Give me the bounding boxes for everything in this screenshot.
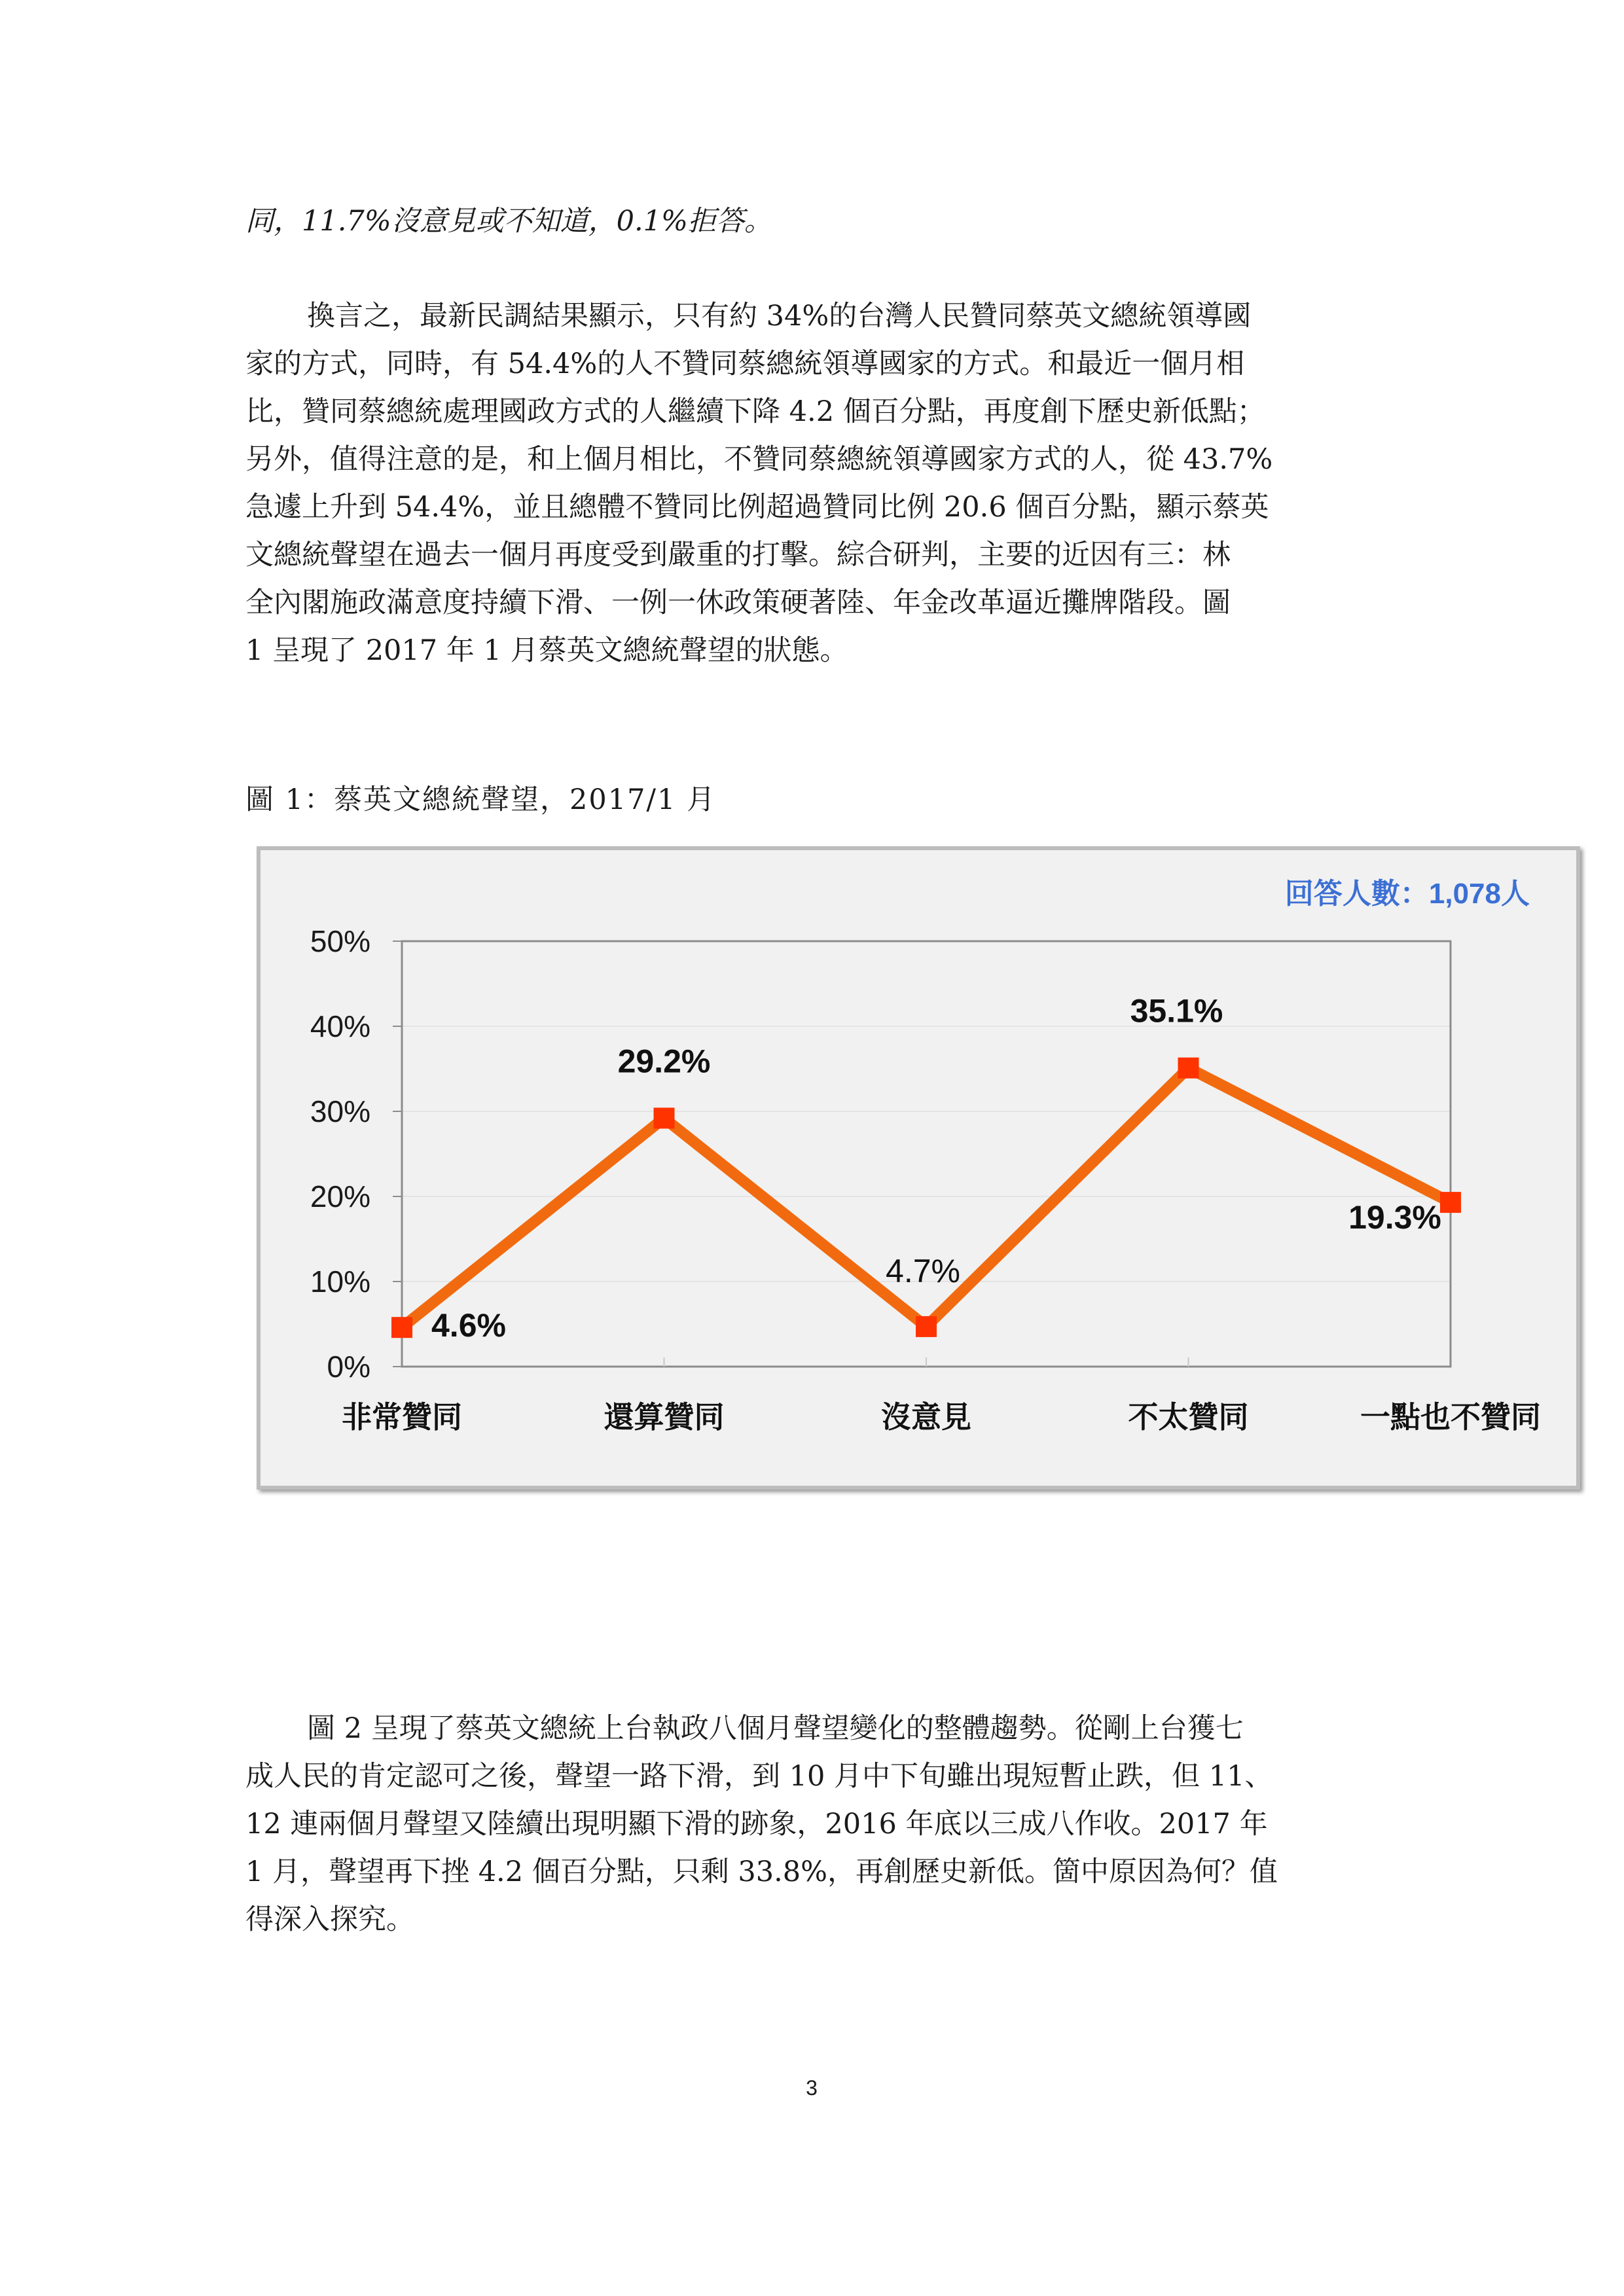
respondents-annotation: 回答人數：1,078人 xyxy=(1284,878,1530,910)
paragraph-1 xyxy=(245,293,1378,675)
text-line: 得深入探究。 xyxy=(245,1903,414,1936)
plot-area-border xyxy=(402,941,1451,1367)
line-chart xyxy=(257,846,1580,1490)
text-line: 1 呈現了 2017 年 1 月蔡英文總統聲望的狀態。 xyxy=(245,634,848,667)
y-tick-label: 0% xyxy=(327,1350,370,1384)
text-line: 比，贊同蔡總統處理國政方式的人繼續下降 4.2 個百分點，再度創下歷史新低點； xyxy=(245,395,1265,428)
data-label: 19.3% xyxy=(1348,1199,1441,1236)
data-point-marker xyxy=(1178,1058,1199,1079)
text-line: 成人民的肯定認可之後，聲望一路下滑，到 10 月中下旬雖出現短暫止跌，但 11、 xyxy=(245,1760,1273,1793)
paragraph-2 xyxy=(245,1705,1378,1944)
text-line: 1 月，聲望再下挫 4.2 個百分點，只剩 33.8%，再創歷史新低。箇中原因為何？值 xyxy=(245,1856,1278,1888)
y-tick-label: 40% xyxy=(310,1009,370,1043)
text-line: 同，11.7%沒意見或不知道，0.1%拒答。 xyxy=(245,205,772,238)
text-line: 家的方式，同時，有 54.4%的人不贊同蔡總統領導國家的方式。和最近一個月相 xyxy=(245,348,1245,380)
data-label: 4.6% xyxy=(431,1307,506,1344)
data-labels xyxy=(431,993,1441,1344)
x-tick-label: 非常贊同 xyxy=(342,1399,462,1435)
text-line: 急遽上升到 54.4%，並且總體不贊同比例超過贊同比例 20.6 個百分點，顯示蔡英 xyxy=(245,491,1269,524)
text-line: 文總統聲望在過去一個月再度受到嚴重的打擊。綜合研判，主要的近因有三：林 xyxy=(245,539,1231,571)
figure-caption: 圖 1：蔡英文總統聲望，2017/1 月 xyxy=(245,783,716,816)
x-tick-label: 一點也不贊同 xyxy=(1360,1399,1541,1435)
text-line: 全內閣施政滿意度持續下滑、一例一休政策硬著陸、年金改革逼近攤牌階段。圖 xyxy=(245,586,1231,619)
y-tick-label: 50% xyxy=(310,924,370,958)
y-axis-tick-labels xyxy=(310,924,370,1384)
data-point-marker xyxy=(1440,1192,1461,1213)
data-point-marker xyxy=(916,1316,937,1337)
x-axis-tick-labels xyxy=(342,1399,1541,1435)
data-label: 4.7% xyxy=(886,1252,960,1289)
text-line: 12 連兩個月聲望又陸續出現明顯下滑的跡象，2016 年底以三成八作收。2017 年 xyxy=(245,1808,1268,1840)
page-number: 3 xyxy=(806,2076,818,2100)
y-tick-label: 10% xyxy=(310,1265,370,1299)
text-line: 另外，值得注意的是，和上個月相比，不贊同蔡總統領導國家方式的人，從 43.7% xyxy=(245,443,1273,476)
data-label: 35.1% xyxy=(1130,992,1223,1030)
data-label: 29.2% xyxy=(617,1043,711,1080)
text-line: 換言之，最新民調結果顯示，只有約 34%的台灣人民贊同蔡英文總統領導國 xyxy=(307,300,1252,332)
series-markers xyxy=(391,1058,1461,1338)
x-tick-label: 不太贊同 xyxy=(1128,1399,1249,1435)
chart-gridlines xyxy=(393,941,1451,1367)
x-tick-label: 還算贊同 xyxy=(604,1399,725,1435)
data-point-marker xyxy=(391,1317,412,1338)
y-tick-label: 30% xyxy=(310,1094,370,1128)
y-tick-label: 20% xyxy=(310,1179,370,1213)
paragraph-top xyxy=(245,198,1378,245)
x-axis-tick-marks xyxy=(664,1357,1189,1367)
x-tick-label: 沒意見 xyxy=(881,1399,971,1435)
data-point-marker xyxy=(654,1107,675,1128)
text-line: 圖 2 呈現了蔡英文總統上台執政八個月聲望變化的整體趨勢。從剛上台獲七 xyxy=(307,1712,1244,1745)
